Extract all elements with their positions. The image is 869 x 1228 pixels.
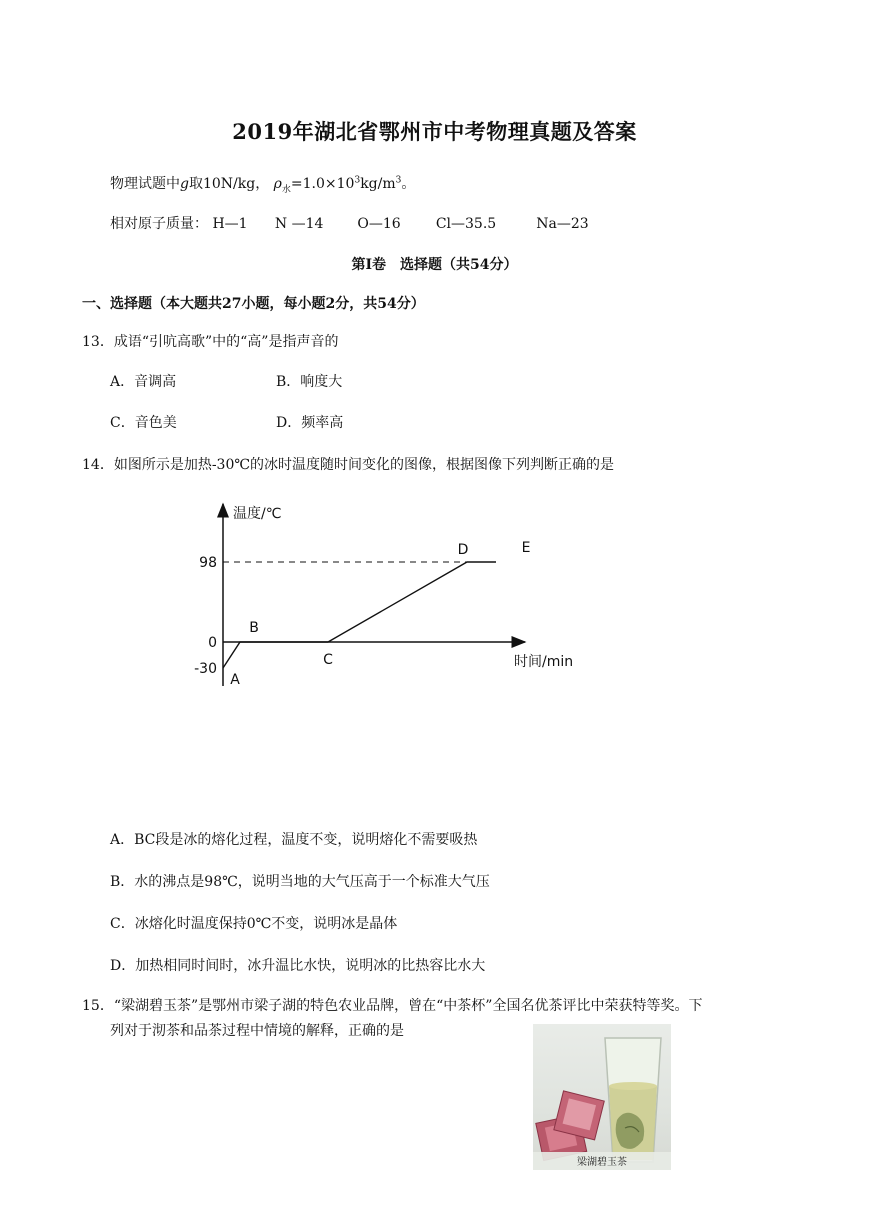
- q13-option-b: B．响度大: [276, 374, 343, 390]
- q13-option-c: C．音色美: [110, 415, 177, 431]
- q14-option-c: C．冰熔化时温度保持0℃不变，说明冰是晶体: [110, 916, 398, 932]
- tea-photo: [533, 1024, 671, 1170]
- atomic-mass-item: Cl—35.5: [435, 216, 497, 232]
- part-title: 一、选择题（本大题共27小题，每小题2分，共54分）: [82, 296, 425, 312]
- point-label-b: B: [249, 620, 259, 636]
- chart-svg: [180, 498, 600, 698]
- q15-stem-line1: 15．“梁湖碧玉茶”是鄂州市梁子湖的特色农业品牌，曾在“中茶杯”全国名优茶评比中荣获特等奖。下: [82, 998, 703, 1014]
- temperature-curve: [223, 562, 496, 668]
- q14-option-d: D．加热相同时间时，冰升温比水快，说明冰的比热容比水大: [110, 958, 486, 974]
- y-tick-label: -30: [194, 661, 217, 677]
- tea-photo-caption: 梁湖碧玉茶: [577, 1157, 627, 1168]
- q13-stem: 13．成语“引吭高歌”中的“高”是指声音的: [82, 334, 339, 350]
- atomic-mass-item: N —14: [274, 216, 324, 232]
- x-axis-label: 时间/min: [514, 654, 574, 670]
- atomic-mass-note: 相对原子质量： H—1 N —14 O—16 Cl—35.5 Na—23: [110, 216, 589, 232]
- q14-stem: 14．如图所示是加热-30℃的冰时温度随时间变化的图像，根据图像下列判断正确的是: [82, 457, 615, 473]
- temperature-time-chart: [180, 498, 600, 698]
- point-label-c: C: [323, 652, 333, 668]
- q13-option-d: D．频率高: [276, 415, 344, 431]
- q14-option-b: B．水的沸点是98℃，说明当地的大气压高于一个标准大气压: [110, 874, 490, 890]
- atomic-mass-item: H—1: [212, 216, 248, 232]
- y-axis-label: 温度/℃: [233, 506, 282, 522]
- point-label-a: A: [230, 672, 240, 688]
- atomic-mass-item: Na—23: [536, 216, 589, 232]
- atomic-mass-item: O—16: [357, 216, 401, 232]
- y-tick-label: 98: [199, 555, 217, 571]
- y-tick-label: 0: [208, 635, 217, 651]
- tea-photo-drawing: [533, 1024, 671, 1170]
- section-title: 第Ⅰ卷 选择题（共54分）: [351, 257, 518, 273]
- page-title: 2019年湖北省鄂州市中考物理真题及答案: [232, 119, 637, 144]
- physics-constants-note: 物理试题中g取10N/kg， $\rho_水=1.0\times 10^3kg/m^3$。: [110, 175, 416, 195]
- q13-option-a: A．音调高: [110, 374, 177, 390]
- q15-stem-line2: 列对于沏茶和品茶过程中情境的解释，正确的是: [110, 1023, 404, 1039]
- q14-option-a: A．BC段是冰的熔化过程，温度不变，说明熔化不需要吸热: [110, 832, 478, 848]
- point-label-e: E: [521, 540, 531, 556]
- point-label-d: D: [457, 542, 469, 558]
- y-tick-labels: [194, 555, 217, 677]
